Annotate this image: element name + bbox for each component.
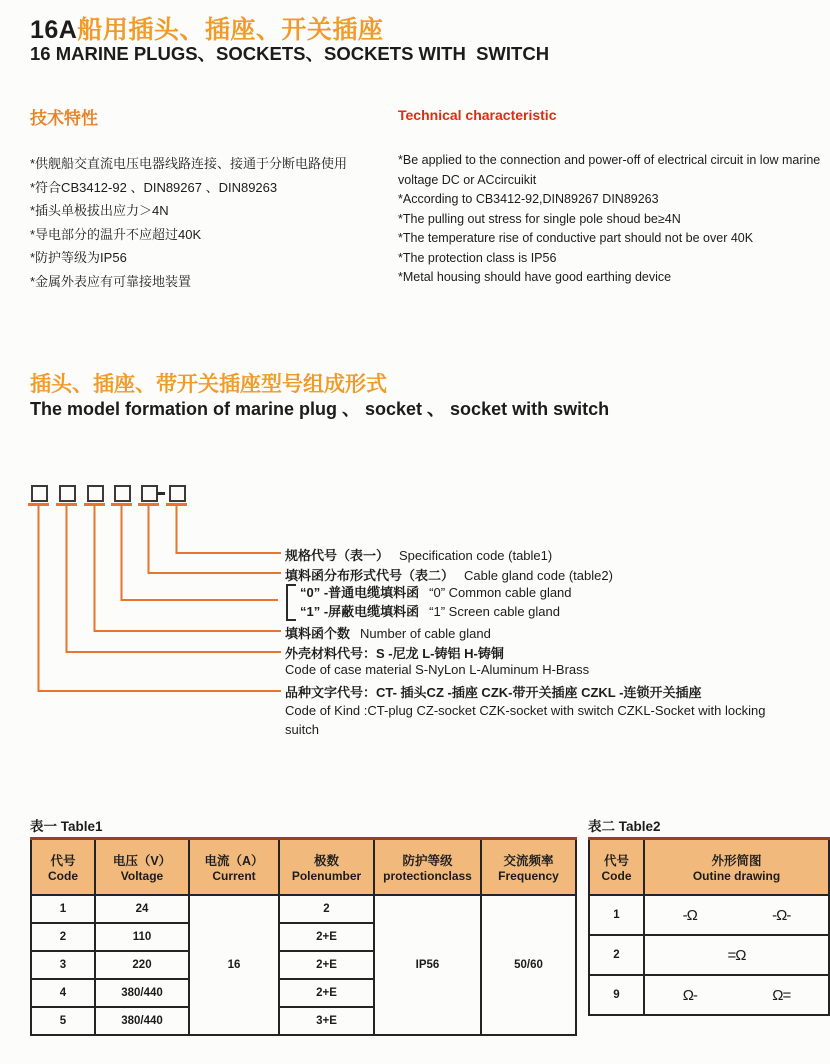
table2-caption: 表二 Table2 — [588, 819, 661, 834]
tech-bullet-en: *Be applied to the connection and power-off of electrical circuit in low marine voltage DC or ACcircuikit — [398, 153, 821, 187]
cell-voltage: 24 — [95, 895, 189, 923]
cell-protection: IP56 — [374, 895, 481, 1035]
code-underline — [84, 503, 105, 506]
table-row — [589, 935, 829, 975]
cell-voltage: 110 — [95, 923, 189, 951]
code-underline — [28, 503, 49, 506]
gland1-label-cn: “1” -屏蔽电缆填料函 — [300, 604, 420, 619]
gland-code-label-cn: 填料函分布形式代号（表二） — [285, 568, 455, 583]
spec-label-cn: 规格代号（表一） — [285, 548, 390, 563]
tech-bullet-en: *The protection class is IP56 — [398, 250, 557, 265]
table1-caption: 表一 Table1 — [30, 819, 103, 834]
tech-bullet-cn: *符合CB3412-92 、DIN89267 、DIN89263 — [30, 179, 278, 195]
gland-number-label-cn: 填料函个数 — [285, 626, 351, 641]
tech-bullet-cn: *插头单极拔出应力＞4N — [30, 203, 169, 218]
diagram-row-material-en — [285, 662, 589, 677]
tech-bullets-en — [398, 151, 830, 288]
cell-frequency: 50/60 — [481, 895, 576, 1035]
cell-pole: 2+E — [279, 951, 374, 979]
tech-bullet-cn: *防护等级为IP56 — [30, 250, 127, 265]
material-label-en: Code of case material S-NyLon L-Aluminum H-Brass — [285, 662, 590, 677]
cell-code: 5 — [31, 1007, 95, 1035]
tech-bullet-en: *The temperature rise of conductive part should not be over 40K — [398, 231, 754, 245]
tech-heading-cn: 技术特性 — [30, 109, 98, 128]
spec-label-en: Specification code (table1) — [399, 548, 553, 563]
cell-pole: 2 — [279, 895, 374, 923]
page-title-cn: 船用插头、插座、开关插座 — [77, 16, 384, 44]
table1-header-polenumber: 极数 Polenumber — [279, 839, 374, 896]
table1-header-protectionclass: 防护等级 protectionclass — [374, 839, 481, 896]
code-box-2 — [59, 485, 76, 502]
tech-bullet-en: *Metal housing should have good earthing device — [398, 270, 672, 284]
code-underline — [111, 503, 132, 506]
tech-bullet-cn: *导电部分的温升不应超过40K — [30, 226, 202, 242]
cell-code: 3 — [31, 951, 95, 979]
diagram-row-gland0 — [300, 582, 572, 601]
diagram-row-kind-en — [285, 701, 800, 739]
table1 — [30, 837, 577, 1036]
code-underline — [166, 503, 187, 506]
gland0-label-en: “0” Common cable gland — [429, 585, 572, 600]
kind-label-cn: 品种文字代号：CT- 插头CZ -插座 CZK-带开关插座 CZKL -连锁开关插座 — [285, 685, 702, 700]
tech-bullet-en: *According to CB3412-92,DIN89267 DIN89263 — [398, 192, 659, 206]
outline-drawing-icon: =Ω — [727, 946, 746, 964]
table2-header-row — [589, 839, 829, 896]
code-box-5 — [141, 485, 158, 502]
diagram-row-gland-number — [285, 623, 491, 642]
gland-type-bracket — [286, 584, 296, 621]
tech-bullets-cn — [30, 152, 395, 293]
page-subtitle: 16 MARINE PLUGS、SOCKETS、SOCKETS WITH SWITCH — [30, 43, 550, 64]
table2-header-outline: 外形简图 Outine drawing — [644, 839, 829, 896]
tech-heading-en: Technical characteristic — [398, 107, 557, 123]
code-box-1 — [31, 485, 48, 502]
cell-code: 4 — [31, 979, 95, 1007]
code-underline — [56, 503, 77, 506]
table1-header-frequency: 交流频率 Frequency — [481, 839, 576, 896]
code-dash — [157, 492, 165, 495]
cell-code: 9 — [589, 975, 644, 1015]
kind-label-en: Code of Kind :CT-plug CZ-socket CZK-socket with switch CZKL-Socket with locking suitch — [285, 703, 766, 737]
cell-current: 16 — [189, 895, 279, 1035]
table1-header-current: 电流（A） Current — [189, 839, 279, 896]
cell-outline-drawing — [644, 975, 829, 1015]
outline-drawing-icon: -Ω — [682, 906, 697, 924]
cell-outline-drawing — [644, 895, 829, 935]
gland0-label-cn: “0” -普通电缆填料函 — [300, 585, 420, 600]
outline-drawing-icon: -Ω- — [772, 906, 791, 924]
table1-header-row — [31, 839, 576, 896]
page-title-prefix: 16A — [30, 16, 78, 44]
table1-header-code: 代号 Code — [31, 839, 95, 896]
table-row — [589, 895, 829, 935]
table-row — [589, 975, 829, 1015]
gland1-label-en: “1” Screen cable gland — [429, 604, 560, 619]
outline-drawing-icon: Ω= — [772, 986, 791, 1004]
cell-pole: 2+E — [279, 979, 374, 1007]
cell-code: 2 — [31, 923, 95, 951]
cell-outline-drawing — [644, 935, 829, 975]
tech-bullet-cn: *供舰船交直流电压电器线路连接、接通于分断电路使用 — [30, 156, 348, 171]
cell-pole: 2+E — [279, 923, 374, 951]
material-label-cn: 外壳材料代号：S -尼龙 L-铸铝 H-铸铜 — [285, 646, 504, 661]
diagram-row-material-cn — [285, 643, 504, 662]
cell-pole: 3+E — [279, 1007, 374, 1035]
code-underline — [138, 503, 159, 506]
outline-drawing-icon: Ω- — [682, 986, 697, 1004]
model-heading-cn: 插头、插座、带开关插座型号组成形式 — [30, 373, 387, 396]
gland-code-label-en: Cable gland code (table2) — [464, 568, 613, 583]
tech-bullet-cn: *金属外表应有可靠接地装置 — [30, 273, 192, 289]
tech-bullet-en: *The pulling out stress for single pole shoud be≥4N — [398, 211, 681, 226]
cell-voltage: 380/440 — [95, 1007, 189, 1035]
code-box-3 — [87, 485, 104, 502]
diagram-row-gland1 — [300, 601, 560, 620]
cell-voltage: 380/440 — [95, 979, 189, 1007]
cell-code: 2 — [589, 935, 644, 975]
code-box-6 — [169, 485, 186, 502]
table-row — [31, 895, 576, 923]
model-heading-en: The model formation of marine plug 、 socket 、 socket with switch — [30, 399, 610, 419]
cell-code: 1 — [31, 895, 95, 923]
table1-header-voltage: 电压（V） Voltage — [95, 839, 189, 896]
cell-code: 1 — [589, 895, 644, 935]
diagram-row-kind-cn — [285, 682, 701, 701]
code-box-4 — [114, 485, 131, 502]
gland-number-label-en: Number of cable gland — [360, 626, 491, 641]
table2 — [588, 837, 830, 1016]
table2-header-code: 代号 Code — [589, 839, 644, 896]
diagram-row-spec — [285, 545, 552, 564]
cell-voltage: 220 — [95, 951, 189, 979]
